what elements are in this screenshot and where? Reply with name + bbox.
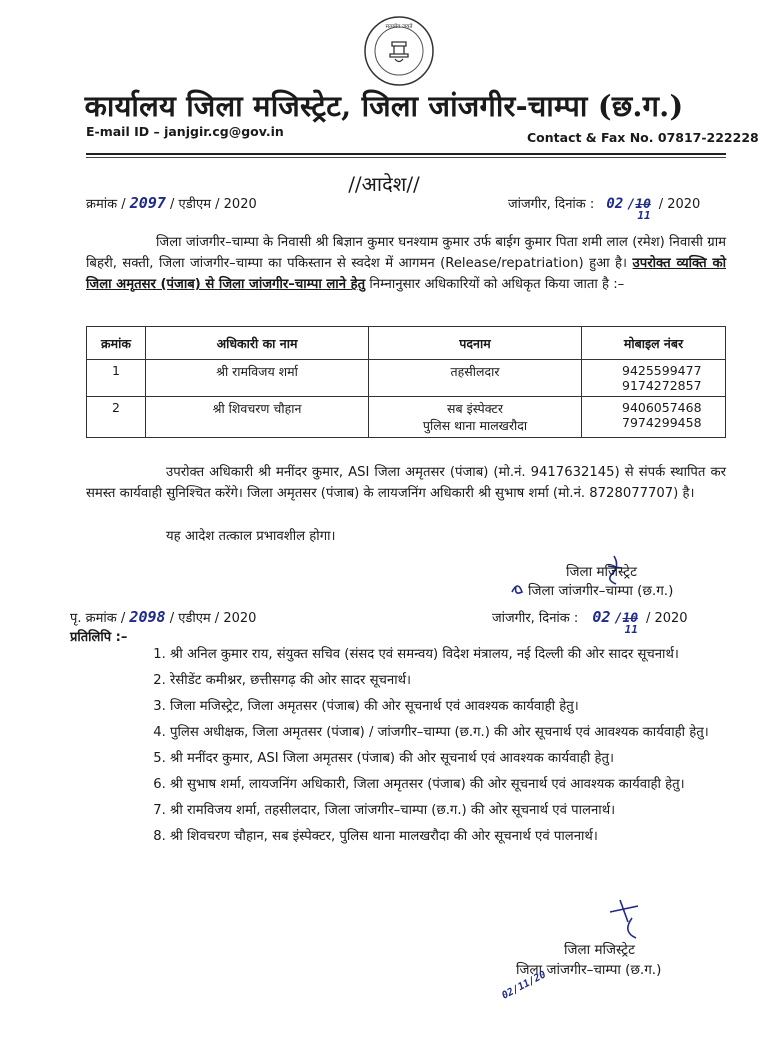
designation-text: सब इंस्पेक्टर <box>447 401 503 416</box>
para1-underlined: उपरोक्त व्यक्ति को जिला अमृतसर (पंजाब) से जिला जांजगीर–चाम्पा लाने हेतु <box>86 256 726 292</box>
endorsement-date: जांजगीर, दिनांक : 02 /10 11 / 2020 <box>492 608 688 636</box>
order-reference <box>86 194 257 212</box>
date-label: जांजगीर, दिनांक : <box>508 197 595 212</box>
order-paragraph <box>86 232 726 295</box>
signatory-title: जिला मजिस्ट्रेट <box>566 564 637 580</box>
cell-num: 1 <box>87 360 146 397</box>
endorsement-ref-prefix: पृ. क्रमांक / <box>70 611 126 626</box>
email-id: E-mail ID – janjgir.cg@gov.in <box>86 124 284 139</box>
endorsement-reference <box>70 608 256 626</box>
table-header-row <box>87 327 726 360</box>
list-item: 5. श्री मनींदर कुमार, ASI जिला अमृतसर (पंजाब) की ओर सूचनार्थ एवं आवश्यक कार्यवाही हेतु। <box>170 749 754 768</box>
order-date: जांजगीर, दिनांक : 02 /10 11 / 2020 <box>508 196 701 222</box>
signatory-district-2: जिला जांजगीर–चाम्पा (छ.ग.) <box>516 962 662 978</box>
col-header: अधिकारी का नाम <box>146 327 369 360</box>
list-item: 6. श्री सुभाष शर्मा, लायजनिंग अधिकारी, जिला अमृतसर (पंजाब) की ओर सूचनार्थ एवं आवश्यक कार्यवाही हेतु। <box>170 775 754 794</box>
contact-fax: Contact & Fax No. 07817-222228 <box>527 130 759 145</box>
endorsement-date-month: 11 <box>624 623 638 636</box>
para1-text: जिला जांजगीर–चाम्पा के निवासी श्री बिज्ञान कुमार घनश्याम कुमार उर्फ बाईग कुमार पिता शमी लाल (रमेश) निवासी ग्राम बिहरी, सक्ती, जिला जांजगीर–चाम्पा का पकिस्तान से स्वदेश में आगमन (Release/repatriation) हुआ है। <box>86 235 726 271</box>
signatory-title-2: जिला मजिस्ट्रेट <box>564 942 635 958</box>
endorsement-ref-number: 2098 <box>129 608 166 626</box>
mobile-2: 7974299458 <box>622 415 702 430</box>
list-item: 4. पुलिस अधीक्षक, जिला अमृतसर (पंजाब) / जांजगीर–चाम्पा (छ.ग.) की ओर सूचनार्थ एवं आवश्यक कार्यवाही हेतु। <box>170 723 754 742</box>
date-year: / 2020 <box>658 197 701 212</box>
handwritten-date: 02/11/20 <box>500 969 548 1002</box>
copy-list <box>140 645 754 853</box>
mobile-2: 9174272857 <box>622 378 702 393</box>
col-header: पदनाम <box>369 327 582 360</box>
endorsement-date-year: / 2020 <box>645 611 688 626</box>
signature-scribble-icon <box>598 896 658 946</box>
signatory-district: जिला जांजगीर–चाम्पा (छ.ग.) <box>528 583 674 599</box>
cell-name: श्री रामविजय शर्मा <box>146 360 369 397</box>
endorsement-date-label: जांजगीर, दिनांक : <box>492 611 579 626</box>
office-heading: कार्यालय जिला मजिस्ट्रेट, जिला जांजगीर-चाम्पा (छ.ग.) <box>84 89 684 123</box>
ref-number: 2097 <box>129 194 166 212</box>
cell-name: श्री शिवचरण चौहान <box>146 397 369 438</box>
designation-text-2: पुलिस थाना मालखरौदा <box>422 418 528 433</box>
col-header: क्रमांक <box>87 327 146 360</box>
table-row <box>87 397 726 438</box>
date-month-struck: 10 <box>635 197 651 212</box>
ref-prefix: क्रमांक / <box>86 197 126 212</box>
list-item: 8. श्री शिवचरण चौहान, सब इंस्पेक्टर, पुलिस थाना मालखरौदा की ओर सूचनार्थ एवं पालनार्थ। <box>170 827 754 846</box>
cell-mobile <box>582 360 726 397</box>
endorsement-ref-suffix: / एडीएम / 2020 <box>169 611 257 626</box>
list-item: 7. श्री रामविजय शर्मा, तहसीलदार, जिला जांजगीर–चाम्पा (छ.ग.) की ओर सूचनार्थ एवं पालनार्थ। <box>170 801 754 820</box>
mobile-1: 9425599477 <box>622 363 702 378</box>
endorsement-date-day: 02 <box>592 608 611 626</box>
cell-designation <box>369 397 582 438</box>
list-item: 2. रेसीडेंट कमीश्नर, छत्तीसगढ़ की ओर सादर सूचनार्थ। <box>170 671 754 690</box>
table-row <box>87 360 726 397</box>
copy-to-label: प्रतिलिपि :– <box>70 630 128 645</box>
contact-paragraph: उपरोक्त अधिकारी श्री मनींदर कुमार, ASI जिला अमृतसर (पंजाब) (मो.नं. 9417632145) से संपर्क स्थापित कर समस्त कार्यवाही सुनिश्चित करेंगे। जिला अमृतसर (पंजाब) के लायजनिंग अधिकारी श्री सुभाष शर्मा (मो.नं. 8728077707) है। <box>86 465 726 501</box>
header-divider-thin <box>86 157 726 158</box>
state-emblem-icon <box>362 14 436 88</box>
cell-designation <box>369 360 582 397</box>
list-item: 3. जिला मजिस्ट्रेट, जिला अमृतसर (पंजाब) की ओर सूचनार्थ एवं आवश्यक कार्यवाही हेतु। <box>170 697 754 716</box>
mobile-1: 9406057468 <box>622 400 702 415</box>
header-divider <box>86 153 726 155</box>
effective-paragraph: यह आदेश तत्काल प्रभावशील होगा। <box>166 529 336 544</box>
cell-mobile <box>582 397 726 438</box>
col-header: मोबाइल नंबर <box>582 327 726 360</box>
order-heading: //आदेश// <box>348 172 420 196</box>
date-month: 11 <box>637 209 651 222</box>
date-day: 02 <box>606 196 624 212</box>
ref-suffix: / एडीएम / 2020 <box>170 197 257 212</box>
emblem-text: सत्यमेव जयते <box>385 24 413 30</box>
endorsement-date-month-struck: 10 <box>622 611 639 626</box>
list-item: 1. श्री अनिल कुमार राय, संयुक्त सचिव (संसद एवं समन्वय) विदेश मंत्रालय, नई दिल्ली की ओर सादर सूचनार्थ। <box>170 645 754 664</box>
cell-num: 2 <box>87 397 146 438</box>
designation-text: तहसीलदार <box>450 364 500 379</box>
para1-text-end: निम्नानुसार अधिकारियों को अधिकृत किया जाता है :– <box>369 277 625 292</box>
officers-table <box>86 326 726 438</box>
